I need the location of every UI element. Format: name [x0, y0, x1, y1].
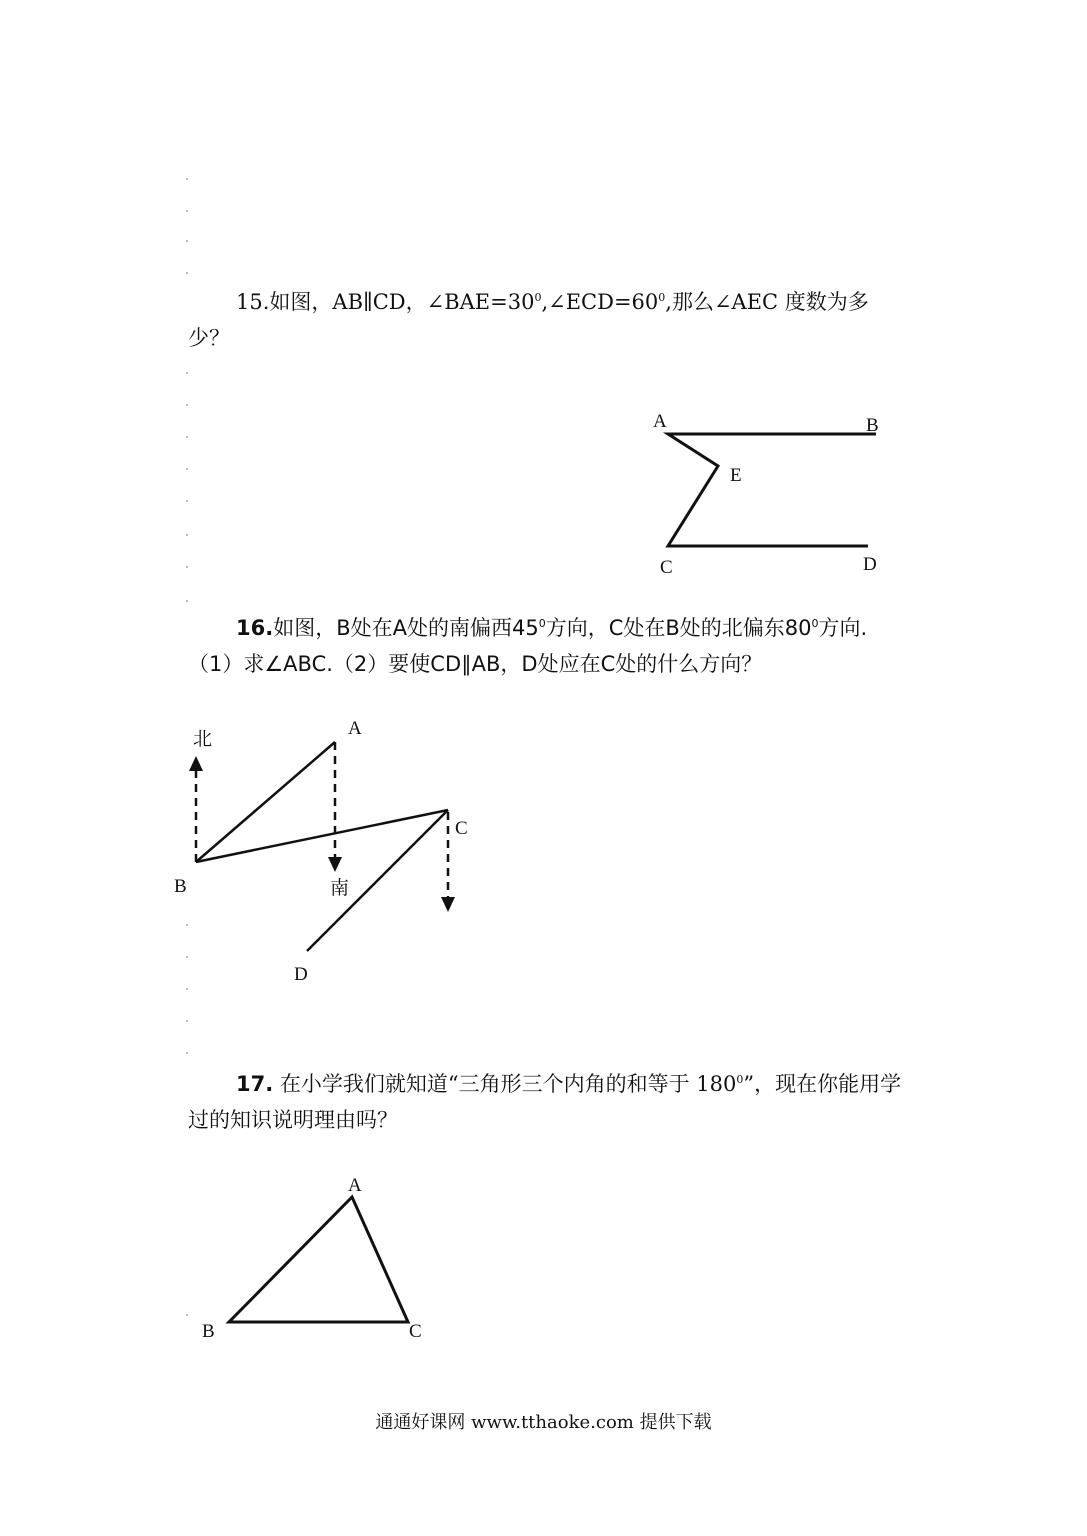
south-arrowhead-a	[328, 857, 342, 872]
margin-dot	[186, 372, 188, 374]
label-C: C	[660, 557, 673, 578]
question-text: 在小学我们就知道“三角形三个内角的和等于 180	[273, 1072, 737, 1096]
north-arrowhead	[189, 756, 203, 771]
margin-dot	[186, 600, 188, 602]
margin-dot	[186, 178, 188, 180]
margin-dot	[186, 1052, 188, 1054]
margin-dot	[186, 210, 188, 212]
label-A: A	[348, 718, 362, 739]
label-D: D	[863, 554, 877, 575]
question-15: 15.如图，AB∥CD，$\angle BAE=30^0,\angle ECD=60^0$,那么∠AEC 度数为多少？	[188, 290, 869, 350]
segment-CD	[307, 810, 448, 951]
label-north: 北	[193, 728, 213, 750]
label-A: A	[348, 1175, 362, 1196]
label-B: B	[174, 876, 187, 897]
label-A: A	[653, 411, 667, 432]
margin-dot	[186, 272, 188, 274]
margin-dot	[186, 500, 188, 502]
segment-BC	[196, 810, 448, 862]
margin-dot	[186, 1314, 188, 1316]
figure-15-lines	[668, 434, 876, 546]
question-number: 15.	[236, 290, 270, 314]
question-text: 如图，AB∥CD，∠BAE=30	[269, 290, 535, 314]
label-D: D	[294, 964, 308, 985]
question-text: 如图，B处在A处的南偏西45	[273, 616, 539, 640]
margin-dot	[186, 468, 188, 470]
footer-credit: 通通好课网 www.tthaoke.com 提供下载	[375, 1412, 712, 1433]
question-number: 16.	[236, 616, 274, 640]
margin-dot	[186, 566, 188, 568]
label-south: 南	[330, 877, 350, 899]
figure-15	[640, 408, 900, 578]
label-C: C	[409, 1321, 422, 1342]
question-16: 16.如图，B处在A处的南偏西$45^0$方向，C处在B处的北偏东$80^0$方向.（1）求∠ABC.（2）要使CD∥AB，D处应在C处的什么方向？	[188, 616, 868, 676]
figure-16	[165, 710, 485, 990]
segment-BA	[196, 742, 335, 862]
figure-17	[195, 1170, 455, 1350]
triangle-ABC	[229, 1197, 408, 1322]
label-B: B	[866, 415, 879, 436]
margin-dot	[186, 436, 188, 438]
south-arrowhead-c	[441, 897, 455, 912]
question-17: 17. 在小学我们就知道“三角形三个内角的和等于 $180^0$”，现在你能用学过的知识说明理由吗？	[188, 1072, 902, 1132]
question-number: 17.	[236, 1072, 274, 1096]
margin-dot	[186, 240, 188, 242]
margin-dot	[186, 1020, 188, 1022]
label-C: C	[455, 818, 468, 839]
margin-dot	[186, 404, 188, 406]
margin-dot	[186, 534, 188, 536]
label-E: E	[730, 465, 742, 486]
label-B: B	[202, 1321, 215, 1342]
